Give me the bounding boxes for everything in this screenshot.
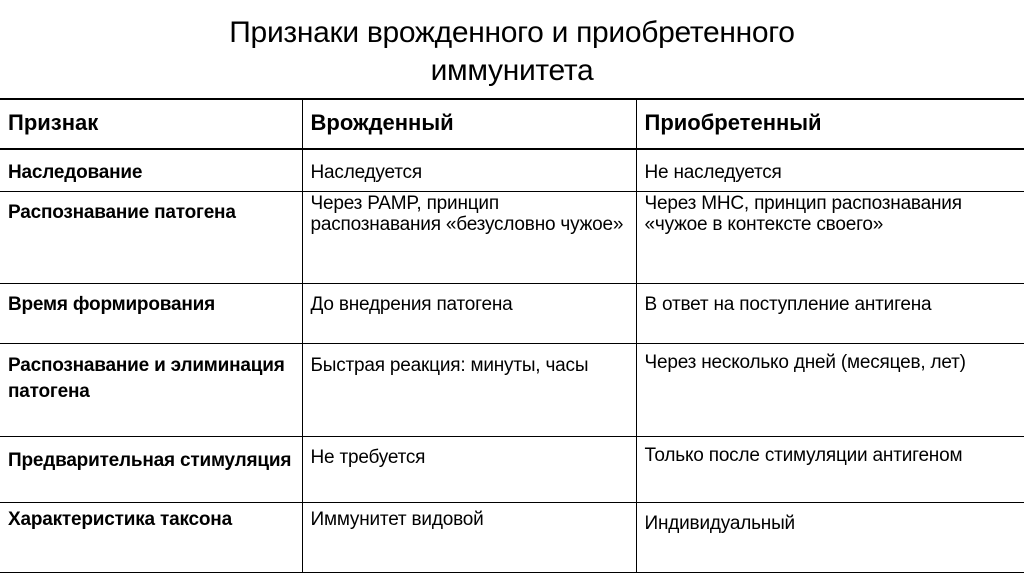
feature-cell bbox=[0, 283, 302, 343]
innate-cell bbox=[302, 436, 636, 502]
innate-value: Через PAMP, принцип распознавания «безусловно чужое» bbox=[310, 192, 624, 235]
header-cell-feature bbox=[0, 99, 302, 149]
acquired-cell bbox=[636, 149, 1024, 191]
table-row bbox=[0, 343, 1024, 436]
feature-cell bbox=[0, 502, 302, 572]
header-label-feature: Признак bbox=[8, 110, 99, 135]
table-row bbox=[0, 191, 1024, 283]
header-label-innate: Врожденный bbox=[310, 110, 454, 135]
innate-value: До внедрения патогена bbox=[310, 293, 513, 315]
slide-title bbox=[0, 14, 1024, 90]
acquired-cell bbox=[636, 191, 1024, 283]
comparison-table bbox=[0, 98, 1024, 573]
header-label-acquired: Приобретенный bbox=[644, 110, 822, 135]
acquired-cell bbox=[636, 283, 1024, 343]
acquired-value: В ответ на поступление антигена bbox=[644, 293, 932, 315]
header-cell-innate bbox=[302, 99, 636, 149]
acquired-value: Через MHC, принцип распознавания «чужое в контексте своего» bbox=[644, 192, 962, 235]
slide-title-line-2: иммунитета bbox=[430, 54, 594, 87]
table-row bbox=[0, 436, 1024, 502]
innate-cell bbox=[302, 343, 636, 436]
acquired-value: Не наследуется bbox=[644, 162, 782, 183]
feature-label: Время формирования bbox=[8, 293, 215, 315]
innate-value: Быстрая реакция: минуты, часы bbox=[310, 354, 589, 376]
acquired-cell bbox=[636, 502, 1024, 572]
header-cell-acquired bbox=[636, 99, 1024, 149]
feature-cell bbox=[0, 191, 302, 283]
feature-label: Распознавание и элиминация патогена bbox=[8, 354, 285, 402]
acquired-cell bbox=[636, 436, 1024, 502]
feature-cell bbox=[0, 436, 302, 502]
acquired-cell bbox=[636, 343, 1024, 436]
innate-cell bbox=[302, 502, 636, 572]
feature-label: Распознавание патогена bbox=[8, 201, 236, 223]
innate-value: Иммунитет видовой bbox=[310, 508, 484, 530]
table-row bbox=[0, 283, 1024, 343]
table-row bbox=[0, 149, 1024, 191]
innate-value: Не требуется bbox=[310, 446, 426, 468]
innate-cell bbox=[302, 191, 636, 283]
feature-label: Характеристика таксона bbox=[8, 508, 232, 530]
acquired-value: Индивидуальный bbox=[644, 512, 795, 534]
table-row bbox=[0, 502, 1024, 572]
acquired-value: Только после стимуляции антигеном bbox=[644, 444, 963, 466]
feature-label: Наследование bbox=[8, 162, 143, 183]
innate-cell bbox=[302, 149, 636, 191]
feature-label: Предварительная стимуляция bbox=[8, 449, 292, 471]
acquired-value: Через несколько дней (месяцев, лет) bbox=[644, 351, 966, 373]
innate-value: Наследуется bbox=[310, 162, 422, 183]
slide-title-line-1: Признаки врожденного и приобретенного bbox=[229, 16, 795, 49]
innate-cell bbox=[302, 283, 636, 343]
feature-cell bbox=[0, 149, 302, 191]
table-header-row bbox=[0, 99, 1024, 149]
feature-cell bbox=[0, 343, 302, 436]
